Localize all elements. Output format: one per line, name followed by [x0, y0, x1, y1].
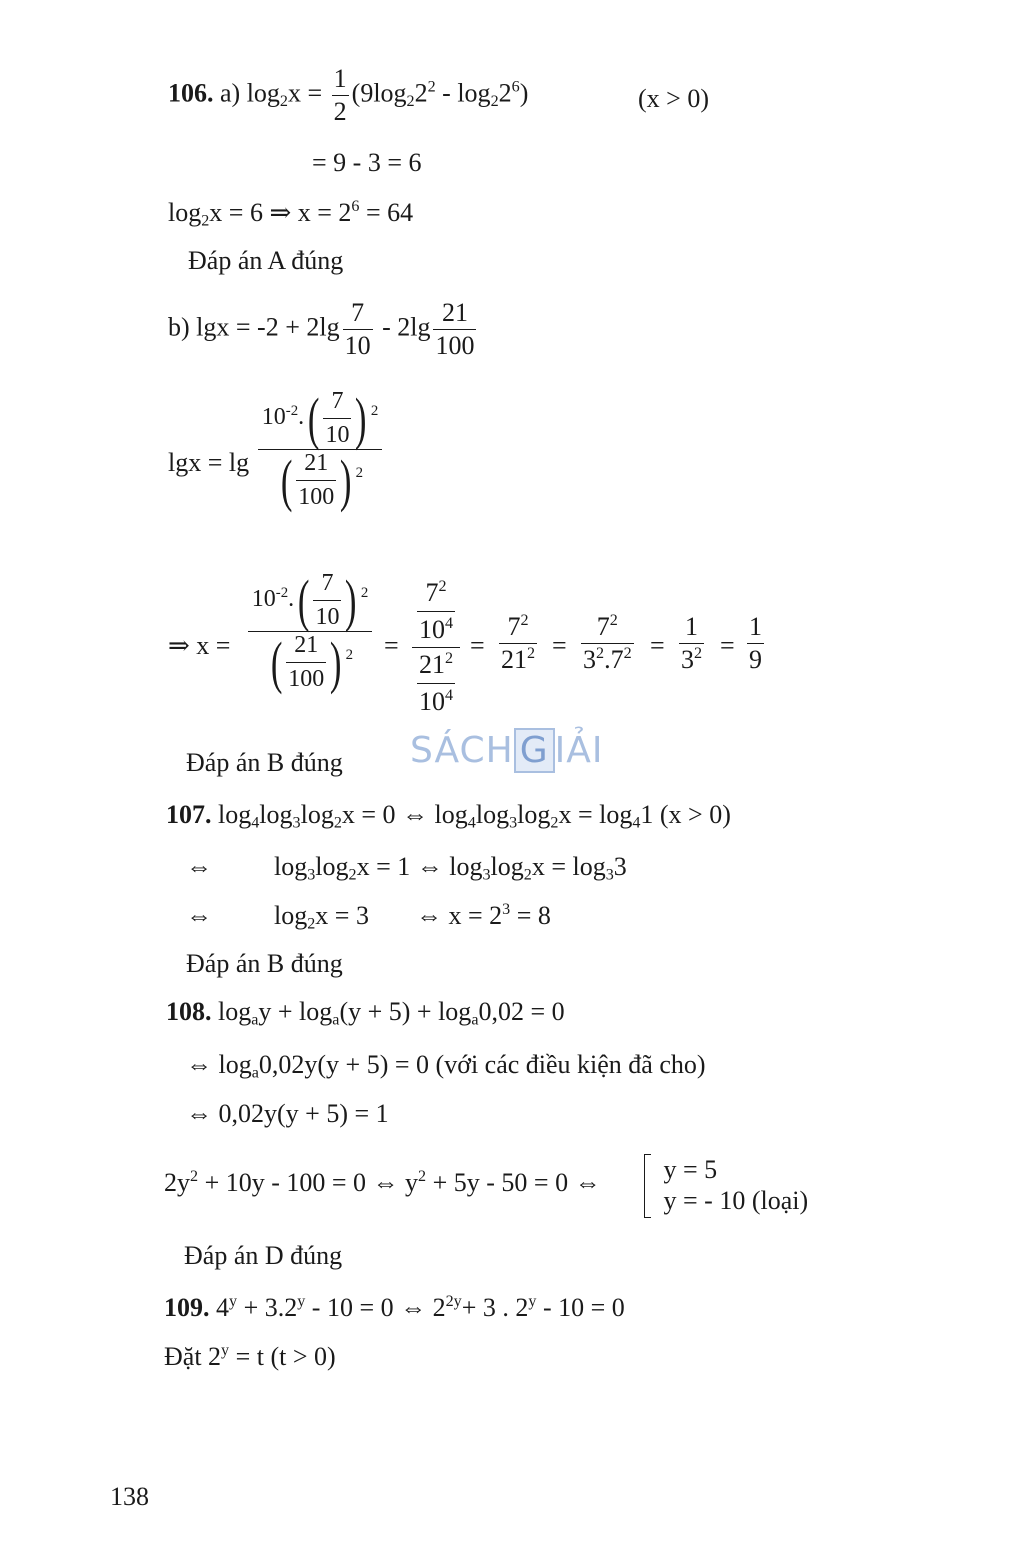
problem-109-line1: 109. $4^y + 3.2^y - 10 = 0$ ⇔ $2^{2y}+ 3$ . 2$^y$ - 10 = 0: [164, 1293, 625, 1322]
iff-symbol: ⇔: [186, 901, 212, 930]
compound-fraction: $7^2$ $10^4$ $21^2$ $10^4$: [412, 578, 460, 717]
fraction: $\frac{7^2}{3^2.7^2}$: [583, 612, 632, 674]
big-fraction: $10^{-2}$.( $\frac{7}{10}$ ) $^2$ ( $\frac{21}{100}$ ) $^2$: [258, 388, 382, 511]
problem-108-line1: 108. $\log_ay + \log_a(y + 5) + \log_a0,02 = 0$: [166, 997, 565, 1029]
page-number: 138: [110, 1482, 149, 1511]
condition: (x > 0): [638, 84, 709, 113]
answer-line: Đáp án D đúng: [184, 1241, 343, 1270]
iff-symbol: ⇔: [186, 852, 212, 881]
equation-line: ⇔ $\log_a0,02y(y + 5) = 0$ (với các điều kiện đã cho): [186, 1050, 706, 1082]
fraction: $\frac{1}{3^2}$: [681, 612, 703, 674]
problem-107-line1: 107. $\log_4\log_3\log_2x = 0$ ⇔ $\log_4\log_3\log_2x = \log_41$ (x > 0): [166, 800, 731, 832]
equation-line: Đặt $2^y = t$ (t > 0): [164, 1342, 336, 1371]
equation-lhs: ⇒ x =: [168, 631, 231, 660]
answer-line: Đáp án B đúng: [186, 748, 343, 777]
equation-line: $\log_2x = 3$: [274, 901, 369, 933]
case-2: y = - 10 (loại): [663, 1186, 809, 1216]
problem-106a-line1: 106. a) $\log_2x$ = $\frac{1}{2}$ $(9\log_22^2 - \log_22^6)$: [168, 64, 529, 126]
equation-lhs: lgx = lg: [168, 448, 250, 477]
fraction: $\frac{7^2}{21^2}$: [501, 612, 536, 674]
big-fraction: $10^{-2}$.( $\frac{7}{10}$ ) $^2$ ( $\frac{21}{100}$ ) $^2$: [248, 570, 372, 693]
watermark-logo: SÁCH G IẢI: [410, 730, 604, 771]
problem-106b-line1: b) lgx = -2 + 2lg $\frac{7}{10}$ - 2lg $\frac{21}{100}$: [168, 298, 475, 360]
equation-line: $2y^2 + 10y - 100 = 0$ ⇔ $y^2 + 5y - 50 = 0$ ⇔: [164, 1168, 601, 1197]
answer-line: Đáp án B đúng: [186, 949, 343, 978]
equation-line: = 9 - 3 = 6: [312, 148, 422, 177]
equation-line: ⇔ 0,02y(y + 5) = 1: [186, 1099, 389, 1128]
case-1: y = 5: [663, 1155, 718, 1184]
answer-line: Đáp án A đúng: [188, 246, 344, 275]
equation-line: $\log_3\log_2x = 1$ ⇔ $\log_3\log_2x = \log_33$: [274, 852, 627, 884]
equation-line: $\log_2x = 6$ ⇒ $x = 2^6 = 64$: [168, 198, 414, 230]
fraction: $\frac{1}{9}$: [749, 612, 762, 674]
fraction-half: $\frac{1}{2}$: [333, 64, 347, 126]
problem-number: 106.: [168, 78, 214, 108]
equation-line: ⇔ $x = 2^3 = 8$: [416, 901, 551, 930]
case-bracket: [644, 1154, 808, 1218]
